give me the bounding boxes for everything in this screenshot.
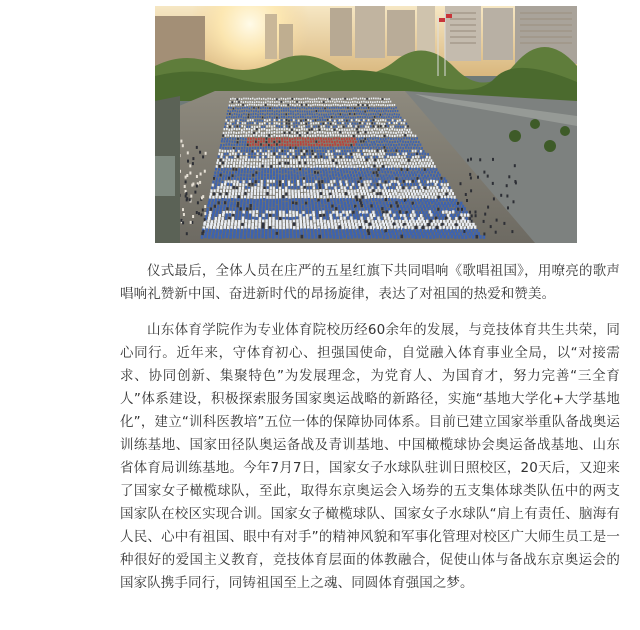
paragraph-university-introduction: 山东体育学院作为专业体育院校历经60余年的发展，与竞技体育共生共荣，同心同行。近年来，守体育初心、担强国使命，自觉融入体育事业全局，以“对接需求、协同创新、集聚特色”为发展理念，为党育人、为国育才，努力完善“三全育人”体系建设，积极探索服务国家奥运战略的新路径，实施“基地大学化+大学基地化”，建立“训科医教培”五位一体的保障协同体系。目前已建立国家举重队备战奥运训练基地、国家田径队奥运备战及青训基地、中国橄榄球协会奥运备战基地、山东省体育局训练基地。今年7月7日，国家女子水球队驻训日照校区，20天后，又迎来了国家女子橄榄球队，至此，取得东京奥运会入场券的五支集体球类队伍中的两支国家队在校区实现合训。国家女子橄榄球队、国家女子水球队“肩上有责任、脑海有人民、心中有祖国、眼中有对手”的精神风貌和军事化管理对校区广大师生员工是一种很好的爱国主义教育，竞技体育层面的体教融合，促使山体与备战东京奥运会的国家队携手同行，同铸祖国至上之魂、同圆体育强国之梦。 — [120, 322, 620, 591]
paragraph-ceremony-ending: 仪式最后，全体人员在庄严的五星红旗下共同唱响《歌唱祖国》，用嘹亮的歌声唱响礼赞新中国、奋进新时代的昂扬旋律，表达了对祖国的热爱和赞美。 — [120, 263, 620, 302]
ceremony-photo — [155, 6, 577, 243]
aerial-ceremony-image — [155, 6, 577, 243]
article-body — [120, 260, 620, 608]
